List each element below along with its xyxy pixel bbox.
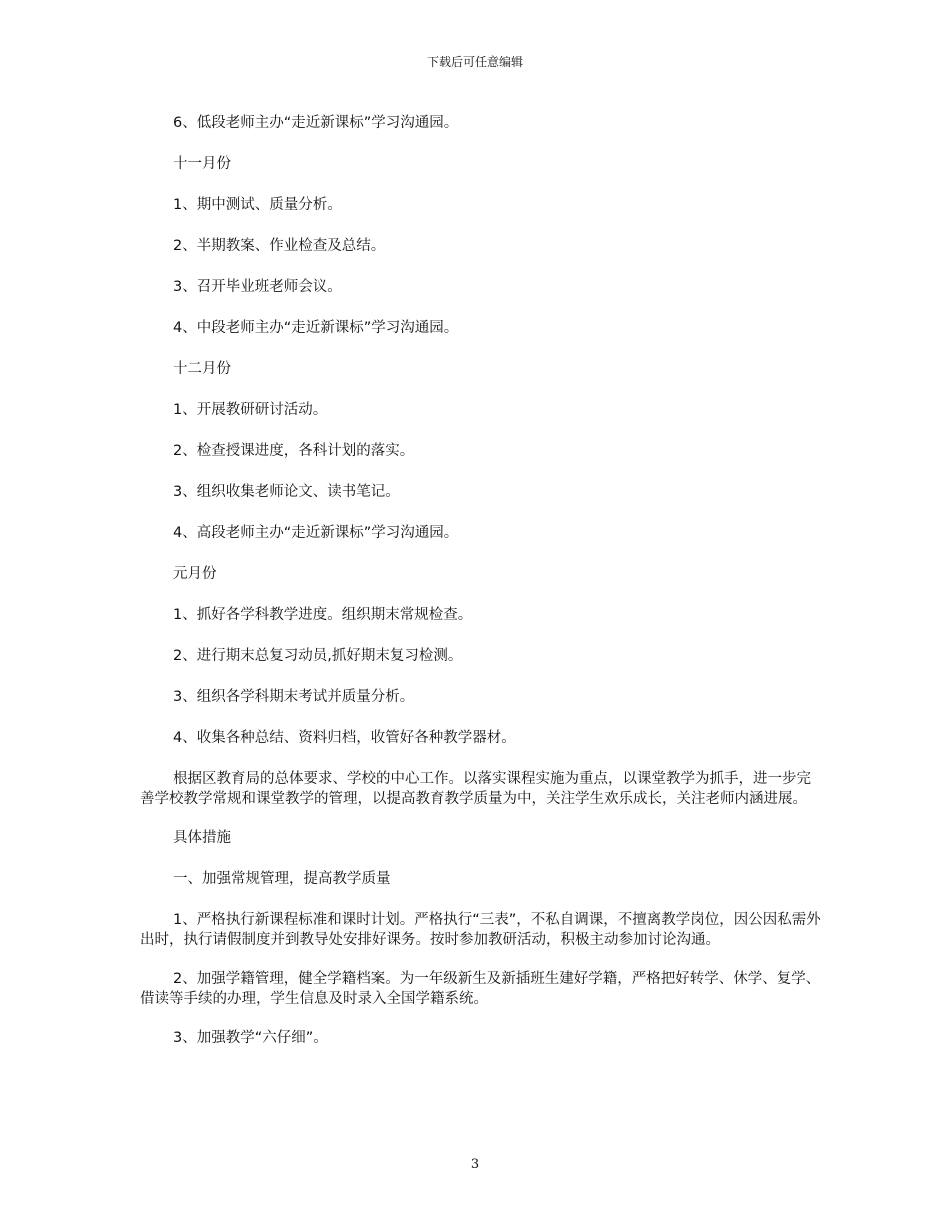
page-header: 下载后可任意编辑 [426, 55, 523, 69]
body-paragraph: 1、严格执行新课程标准和课时计划。严格执行“三表”，不私自调课，不擅离教学岗位，因公因私需外出时，执行请假制度并到教导处安排好课务。按时参加教研活动，积极主动参加讨论沟通。 [140, 912, 821, 948]
section-heading: 一、加强常规管理，提高教学质量 [173, 871, 391, 887]
list-item: 4、中段老师主办“走近新课标”学习沟通园。 [173, 320, 459, 336]
month-heading: 十一月份 [173, 156, 231, 172]
list-item: 1、抓好各学科教学进度。组织期末常规检查。 [173, 607, 473, 623]
list-item: 2、进行期末总复习动员,抓好期末复习检测。 [173, 648, 463, 664]
list-item: 3、召开毕业班老师会议。 [173, 279, 342, 295]
summary-paragraph: 根据区教育局的总体要求、学校的中心工作。以落实课程实施为重点，以课堂教学为抓手，进一步完善学校教学常规和课堂教学的管理，以提高教育教学质量为中，关注学生欢乐成长，关注老师内涵进展。 [140, 771, 811, 807]
month-heading: 元月份 [173, 566, 217, 582]
list-item: 1、开展教研研讨活动。 [173, 402, 328, 418]
list-item: 3、组织收集老师论文、读书笔记。 [173, 484, 400, 500]
page-number: 3 [470, 1157, 480, 1172]
document-body [140, 113, 825, 1069]
list-item: 2、半期教案、作业检查及总结。 [173, 238, 386, 254]
month-heading: 十二月份 [173, 361, 231, 377]
list-item: 3、加强教学“六仔细”。 [173, 1030, 328, 1046]
list-item: 4、高段老师主办“走近新课标”学习沟通园。 [173, 525, 459, 541]
list-item: 6、低段老师主办“走近新课标”学习沟通园。 [173, 115, 459, 131]
list-item: 4、收集各种总结、资料归档，收管好各种教学器材。 [173, 730, 516, 746]
list-item: 2、检查授课进度，各科计划的落实。 [173, 443, 415, 459]
list-item: 1、期中测试、质量分析。 [173, 197, 342, 213]
body-paragraph: 2、加强学籍管理，健全学籍档案。为一年级新生及新插班生建好学籍，严格把好转学、休学、复学、借读等手续的办理，学生信息及时录入全国学籍系统。 [140, 971, 821, 1007]
section-heading-measures: 具体措施 [173, 830, 231, 846]
list-item: 3、组织各学科期末考试并质量分析。 [173, 689, 415, 705]
